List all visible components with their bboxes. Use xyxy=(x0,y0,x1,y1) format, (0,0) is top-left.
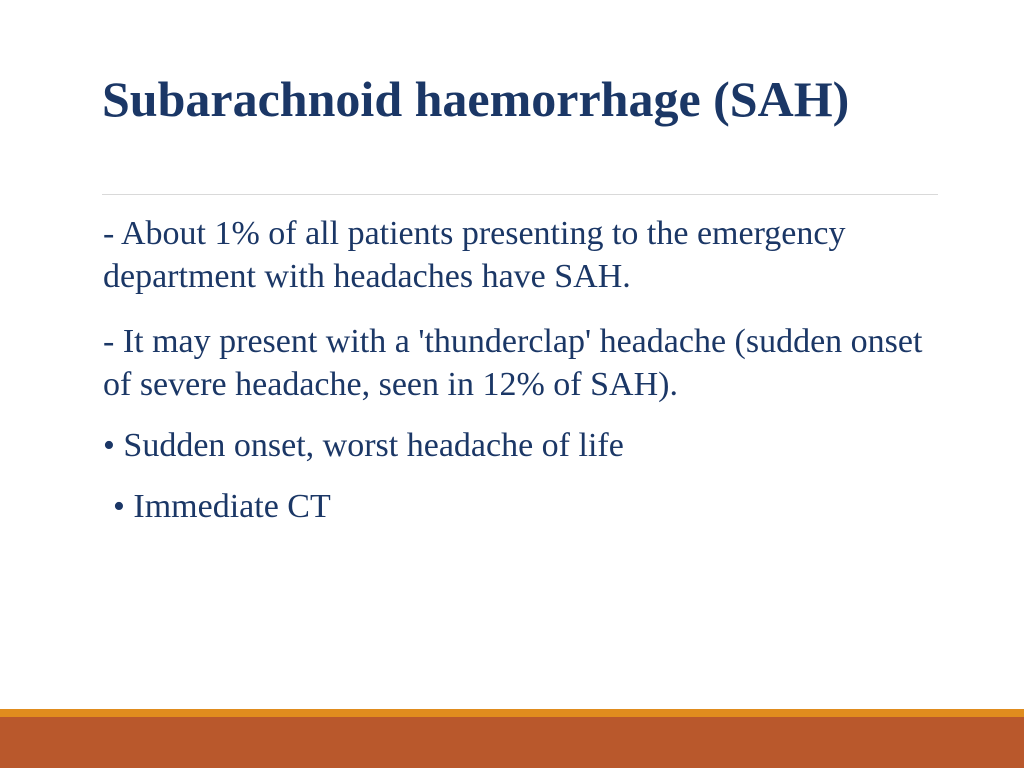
bullet-immediate-ct: • Immediate CT xyxy=(113,488,331,525)
title-divider xyxy=(102,194,938,195)
paragraph-prevalence: - About 1% of all patients presenting to the emergency department with headaches have SAH. xyxy=(103,215,846,295)
slide-body xyxy=(103,212,933,528)
paragraph-thunderclap: - It may present with a 'thunderclap' headache (sudden onset of severe headache, seen in 12% of SAH). xyxy=(103,323,923,403)
footer-band xyxy=(0,717,1024,768)
bullet-sudden-onset: • Sudden onset, worst headache of life xyxy=(103,427,624,464)
slide-title: Subarachnoid haemorrhage (SAH) xyxy=(102,71,850,127)
footer-accent-stripe xyxy=(0,709,1024,717)
